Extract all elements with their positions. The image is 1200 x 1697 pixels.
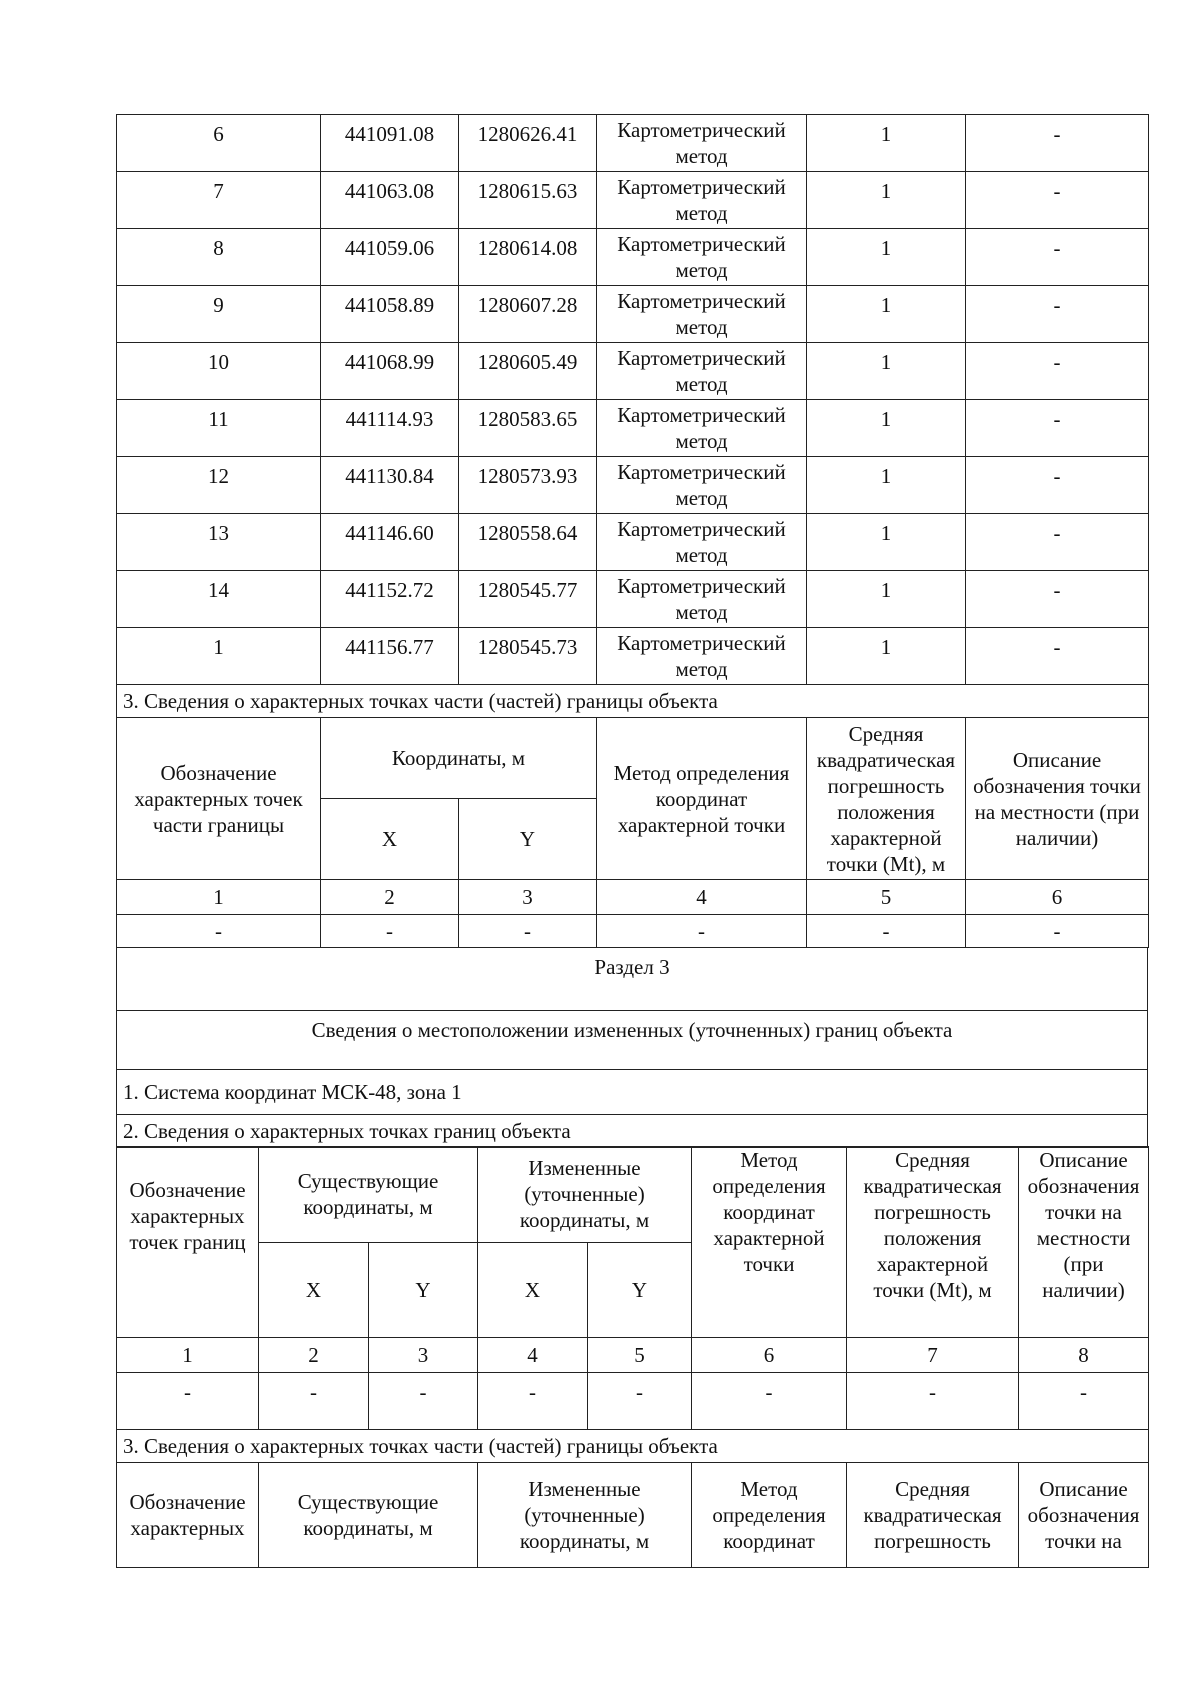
point-description: -: [966, 400, 1149, 457]
part-number-row: [117, 880, 1149, 915]
point-method-line: метод: [675, 600, 728, 624]
point-x: 441058.89: [321, 286, 459, 343]
point-number: 6: [117, 115, 321, 172]
point-number: 14: [117, 571, 321, 628]
header-existing-coords: Существующие координаты, м: [259, 1147, 478, 1243]
point-description: -: [966, 286, 1149, 343]
header-designation: Обозначение характерных точек части границы: [117, 718, 321, 880]
point-row: [117, 628, 1149, 685]
point-mt: 1: [807, 115, 966, 172]
point-method: [597, 400, 807, 457]
point-number: 12: [117, 457, 321, 514]
point-method-line: метод: [675, 201, 728, 225]
changed-points-table: [116, 1146, 1149, 1568]
point-mt: 1: [807, 229, 966, 286]
header-x: X: [321, 799, 459, 880]
dash-cell: -: [692, 1373, 847, 1430]
point-method-line: Картометрический: [617, 346, 786, 370]
col-number: 3: [459, 880, 597, 915]
part-title-row: [117, 685, 1149, 718]
point-method-line: Картометрический: [617, 175, 786, 199]
col-number: 6: [966, 880, 1149, 915]
col-number: 8: [1019, 1338, 1149, 1373]
point-x: 441114.93: [321, 400, 459, 457]
changed-dash-row: [117, 1373, 1149, 1430]
point-method-line: Картометрический: [617, 517, 786, 541]
point-row: [117, 172, 1149, 229]
point-method: [597, 115, 807, 172]
point-y: 1280615.63: [459, 172, 597, 229]
dash-cell: -: [847, 1373, 1019, 1430]
header-description: Описание обозначения точки на местности (при наличии): [966, 718, 1149, 880]
header-description: Описание обозначения точки на: [1019, 1463, 1149, 1568]
point-method: [597, 172, 807, 229]
col-number: 2: [259, 1338, 369, 1373]
dash-cell: -: [117, 1373, 259, 1430]
col-number: 6: [692, 1338, 847, 1373]
point-row: [117, 286, 1149, 343]
point-description: -: [966, 229, 1149, 286]
point-y: 1280626.41: [459, 115, 597, 172]
part-title: 3. Сведения о характерных точках части (частей) границы объекта: [117, 685, 1149, 718]
point-x: 441091.08: [321, 115, 459, 172]
point-y: 1280573.93: [459, 457, 597, 514]
point-number: 7: [117, 172, 321, 229]
col-number: 5: [588, 1338, 692, 1373]
part-title: 3. Сведения о характерных точках части (частей) границы объекта: [117, 1430, 1149, 1463]
dash-cell: -: [478, 1373, 588, 1430]
point-row: [117, 400, 1149, 457]
document-page: [116, 114, 1148, 1568]
point-row: [117, 514, 1149, 571]
coord-system-row: [117, 1069, 1148, 1114]
point-mt: 1: [807, 172, 966, 229]
point-method: [597, 514, 807, 571]
dash-cell: -: [807, 915, 966, 948]
header-y: Y: [588, 1242, 692, 1338]
point-method-line: Картометрический: [617, 631, 786, 655]
dash-cell: -: [1019, 1373, 1149, 1430]
col-number: 1: [117, 880, 321, 915]
header-method: Метод определения координат характерной точки: [692, 1147, 847, 1338]
point-method: [597, 457, 807, 514]
point-mt: 1: [807, 457, 966, 514]
point-mt: 1: [807, 628, 966, 685]
coord-system: 1. Система координат МСК-48, зона 1: [117, 1069, 1148, 1114]
point-method-line: Картометрический: [617, 460, 786, 484]
point-mt: 1: [807, 514, 966, 571]
changed-part-header-row: [117, 1463, 1149, 1568]
point-number: 13: [117, 514, 321, 571]
col-number: 2: [321, 880, 459, 915]
point-row: [117, 457, 1149, 514]
point-method: [597, 229, 807, 286]
point-x: 441130.84: [321, 457, 459, 514]
col-number: 4: [597, 880, 807, 915]
point-method-line: Картометрический: [617, 574, 786, 598]
header-designation: Обозначение характерных: [117, 1463, 259, 1568]
dash-cell: -: [117, 915, 321, 948]
point-method-line: Картометрический: [617, 232, 786, 256]
point-x: 441152.72: [321, 571, 459, 628]
point-method-line: метод: [675, 429, 728, 453]
part-dash-row: [117, 915, 1149, 948]
dash-cell: -: [369, 1373, 478, 1430]
point-number: 8: [117, 229, 321, 286]
header-y: Y: [369, 1242, 478, 1338]
point-description: -: [966, 172, 1149, 229]
section3-heading: Раздел 3: [117, 947, 1148, 1010]
point-description: -: [966, 571, 1149, 628]
point-method-line: метод: [675, 543, 728, 567]
point-method: [597, 628, 807, 685]
header-changed-coords: Измененные (уточненные) координаты, м: [478, 1463, 692, 1568]
point-method-line: Картометрический: [617, 403, 786, 427]
point-row: [117, 571, 1149, 628]
point-y: 1280614.08: [459, 229, 597, 286]
header-mt: Средняя квадратическая погрешность: [847, 1463, 1019, 1568]
point-y: 1280583.65: [459, 400, 597, 457]
dash-cell: -: [459, 915, 597, 948]
point-method-line: метод: [675, 372, 728, 396]
point-x: 441156.77: [321, 628, 459, 685]
point-y: 1280545.77: [459, 571, 597, 628]
point-y: 1280605.49: [459, 343, 597, 400]
dash-cell: -: [259, 1373, 369, 1430]
point-number: 1: [117, 628, 321, 685]
point-method-line: Картометрический: [617, 289, 786, 313]
point-description: -: [966, 514, 1149, 571]
point-y: 1280558.64: [459, 514, 597, 571]
header-changed-coords: Измененные (уточненные) координаты, м: [478, 1147, 692, 1243]
points-title: 2. Сведения о характерных точках границ объекта: [117, 1114, 1148, 1147]
header-method: Метод определения координат характерной точки: [597, 718, 807, 880]
section3-subheading: Сведения о местоположении измененных (уточненных) границ объекта: [117, 1010, 1148, 1069]
header-x: X: [478, 1242, 588, 1338]
point-method: [597, 571, 807, 628]
header-mt: Средняя квадратическая погрешность положения характерной точки (Mt), м: [847, 1147, 1019, 1338]
changed-header-row: [117, 1147, 1149, 1243]
points-table: [116, 114, 1149, 948]
point-y: 1280545.73: [459, 628, 597, 685]
point-description: -: [966, 115, 1149, 172]
header-designation: Обозначение характерных точек границ: [117, 1147, 259, 1338]
point-method-line: Картометрический: [617, 118, 786, 142]
point-number: 9: [117, 286, 321, 343]
point-method-line: метод: [675, 657, 728, 681]
part-header-row: [117, 718, 1149, 799]
point-mt: 1: [807, 400, 966, 457]
point-x: 441146.60: [321, 514, 459, 571]
point-x: 441068.99: [321, 343, 459, 400]
points-title-row: [117, 1114, 1148, 1147]
header-existing-coords: Существующие координаты, м: [259, 1463, 478, 1568]
point-number: 10: [117, 343, 321, 400]
col-number: 7: [847, 1338, 1019, 1373]
section3-subheading-row: [117, 1010, 1148, 1069]
header-coords: Координаты, м: [321, 718, 597, 799]
point-row: [117, 343, 1149, 400]
section3-heading-table: [116, 947, 1148, 1148]
point-mt: 1: [807, 571, 966, 628]
point-x: 441059.06: [321, 229, 459, 286]
col-number: 3: [369, 1338, 478, 1373]
col-number: 5: [807, 880, 966, 915]
header-mt: Средняя квадратическая погрешность положения характерной точки (Mt), м: [807, 718, 966, 880]
dash-cell: -: [597, 915, 807, 948]
points-table-body: [117, 115, 1149, 685]
point-method: [597, 286, 807, 343]
dash-cell: -: [966, 915, 1149, 948]
header-x: X: [259, 1242, 369, 1338]
dash-cell: -: [321, 915, 459, 948]
point-x: 441063.08: [321, 172, 459, 229]
col-number: 4: [478, 1338, 588, 1373]
changed-part-title-row: [117, 1430, 1149, 1463]
point-y: 1280607.28: [459, 286, 597, 343]
point-row: [117, 229, 1149, 286]
point-row: [117, 115, 1149, 172]
header-description: Описание обозначения точки на местности (при наличии): [1019, 1147, 1149, 1338]
point-number: 11: [117, 400, 321, 457]
header-method: Метод определения координат: [692, 1463, 847, 1568]
header-y: Y: [459, 799, 597, 880]
section3-heading-row: [117, 947, 1148, 1010]
point-description: -: [966, 343, 1149, 400]
point-mt: 1: [807, 343, 966, 400]
point-method: [597, 343, 807, 400]
point-mt: 1: [807, 286, 966, 343]
dash-cell: -: [588, 1373, 692, 1430]
col-number: 1: [117, 1338, 259, 1373]
point-method-line: метод: [675, 315, 728, 339]
point-method-line: метод: [675, 486, 728, 510]
point-method-line: метод: [675, 144, 728, 168]
changed-number-row: [117, 1338, 1149, 1373]
point-description: -: [966, 457, 1149, 514]
point-method-line: метод: [675, 258, 728, 282]
point-description: -: [966, 628, 1149, 685]
